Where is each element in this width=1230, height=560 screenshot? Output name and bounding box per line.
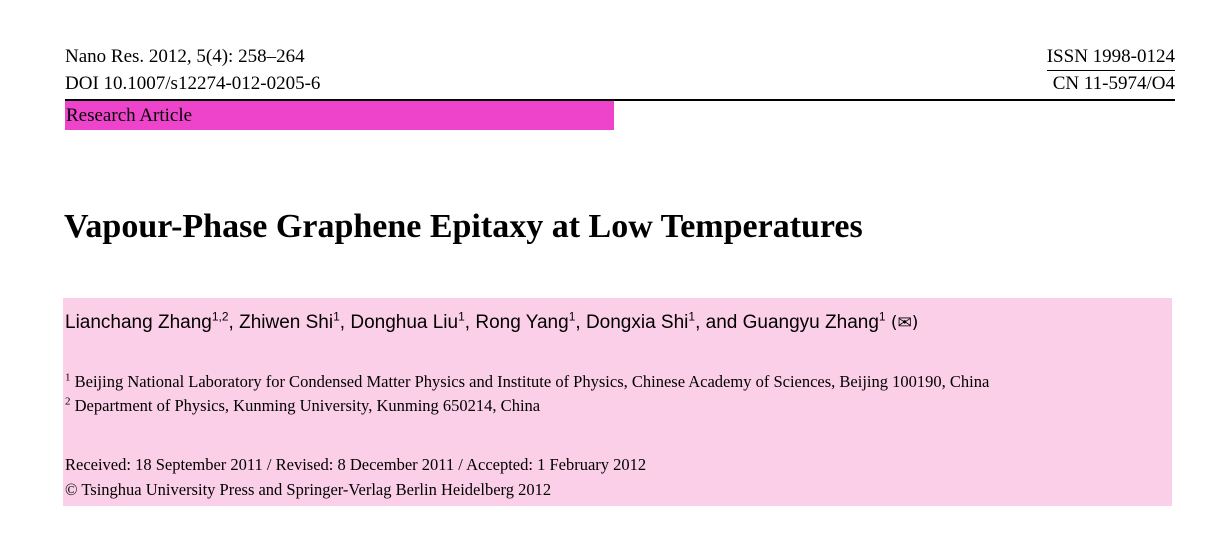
author-separator: , and [695,312,743,333]
affiliation-list [65,370,1175,418]
envelope-icon: (✉) [890,313,919,333]
cn-number: CN 11-5974/O4 [1052,73,1175,94]
issn: ISSN 1998-0124 [1047,44,1175,71]
history-dates [65,452,1175,502]
author-name: Rong Yang [475,312,569,333]
affiliation-marker: 1 [65,371,71,384]
article-type-label: Research Article [66,105,193,126]
author-separator: , [575,312,586,333]
author-list [65,310,1170,336]
author-affiliation-marker: 1 [568,309,576,324]
author-separator: , [339,312,351,333]
author-name: Guangyu Zhang [742,312,879,333]
author-name: Lianchang Zhang [65,312,212,333]
affiliation-line [65,370,1175,394]
author-name: Dongxia Shi [585,312,689,333]
header-line-1 [65,44,1175,71]
author-affiliation-marker: 1,2 [211,309,229,324]
page-title: Vapour-Phase Graphene Epitaxy at Low Temperatures [64,208,863,245]
author-name: Zhiwen Shi [239,312,334,333]
doi: DOI 10.1007/s12274-012-0205-6 [65,73,321,94]
affiliation-text: Department of Physics, Kunming University, Kunming 650214, China [70,396,541,415]
journal-citation: Nano Res. 2012, 5(4): 258–264 [65,46,305,67]
author-affiliation-marker: 1 [333,309,340,324]
copyright-line: © Tsinghua University Press and Springer-Verlag Berlin Heidelberg 2012 [65,480,552,499]
header-line-2 [65,71,1175,96]
received-line: Received: 18 September 2011 / Revised: 8 December 2011 / Accepted: 1 February 2012 [65,455,647,474]
author-affiliation-marker: 1 [688,309,696,324]
author-affiliation-marker: 1 [458,309,465,324]
author-separator: , [464,312,476,333]
author-affiliation-marker: 1 [878,309,886,324]
affiliation-text: Beijing National Laboratory for Condensed Matter Physics and Institute of Physics, Chinese Academy of Sciences, Beijing 100190, China [70,372,990,391]
journal-header [65,44,1175,96]
author-name: Donghua Liu [350,312,459,333]
affiliation-line [65,394,1175,418]
affiliation-marker: 2 [65,395,71,408]
author-separator: , [228,312,240,333]
